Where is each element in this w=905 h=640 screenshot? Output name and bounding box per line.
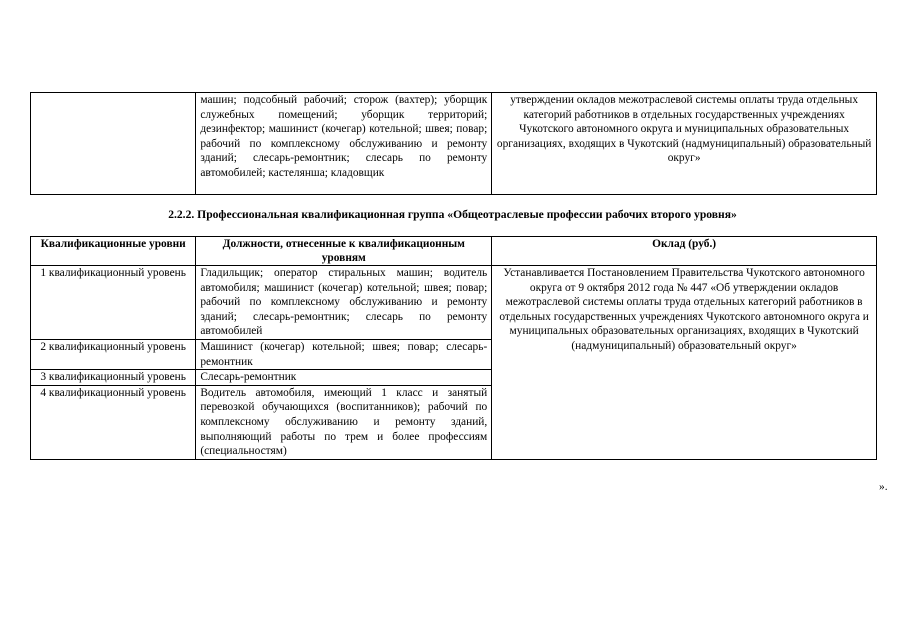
level-cell: 4 квалификационный уровень bbox=[31, 385, 196, 459]
qualification-table bbox=[30, 236, 877, 460]
table-header-row bbox=[31, 237, 877, 266]
header-levels: Квалификационные уровни bbox=[31, 237, 196, 266]
closing-quote-mark: ». bbox=[879, 481, 888, 493]
section-heading: 2.2.2. Профессиональная квалификационная группа «Общеотраслевые профессии рабочих второго уровня» bbox=[168, 208, 737, 221]
level-cell: 1 квалификационный уровень bbox=[31, 266, 196, 340]
header-positions: Должности, отнесенные к квалификационным уровням bbox=[196, 237, 492, 266]
continuation-table bbox=[30, 92, 877, 195]
level-cell bbox=[31, 93, 196, 195]
positions-cell: Машинист (кочегар) котельной; швея; повар; слесарь-ремонтник bbox=[196, 339, 492, 369]
level-cell: 3 квалификационный уровень bbox=[31, 370, 196, 386]
positions-cell: Гладильщик; оператор стиральных машин; водитель автомобиля; машинист (кочегар) котельной; швея; повар; рабочий по комплексному обслуживанию и ремонту зданий; слесарь-ремонтник; слесарь по ремонту автомобилей bbox=[196, 266, 492, 340]
positions-cell: Слесарь-ремонтник bbox=[196, 370, 492, 386]
table-row bbox=[31, 93, 877, 195]
table-row bbox=[31, 266, 877, 340]
positions-cell: Водитель автомобиля, имеющий 1 класс и занятый перевозкой обучающихся (воспитанников); рабочий по комплексному обслуживанию и ремонту зданий, выполняющий работы по трем и более профессиям (специальностям) bbox=[196, 385, 492, 459]
salary-cell: утверждении окладов межотраслевой системы оплаты труда отдельных категорий работников в отдельных государственных учреждениях Чукотского автономного округа и муниципальных образовательных организациях, входящих в Чукотский (надмуниципальный) образовательный округ» bbox=[492, 93, 877, 195]
header-salary: Оклад (руб.) bbox=[492, 237, 877, 266]
positions-cell: машин; подсобный рабочий; сторож (вахтер); уборщик служебных помещений; уборщик территорий; дезинфектор; машинист (кочегар) котельной; швея; повар; рабочий по комплексному обслуживанию и ремонту зданий; слесарь-ремонтник; слесарь по ремонту автомобилей; кастелянша; кладовщик bbox=[196, 93, 492, 195]
level-cell: 2 квалификационный уровень bbox=[31, 339, 196, 369]
salary-cell: Устанавливается Постановлением Правительства Чукотского автономного округа от 9 октября 2012 года № 447 «Об утверждении окладов межотраслевой системы оплаты труда отдельных категорий работников в отдельных государственных учреждениях Чукотского автономного округа и муниципальных образовательных организациях, входящих в Чукотский (надмуниципальный) образовательный округ» bbox=[492, 266, 877, 460]
